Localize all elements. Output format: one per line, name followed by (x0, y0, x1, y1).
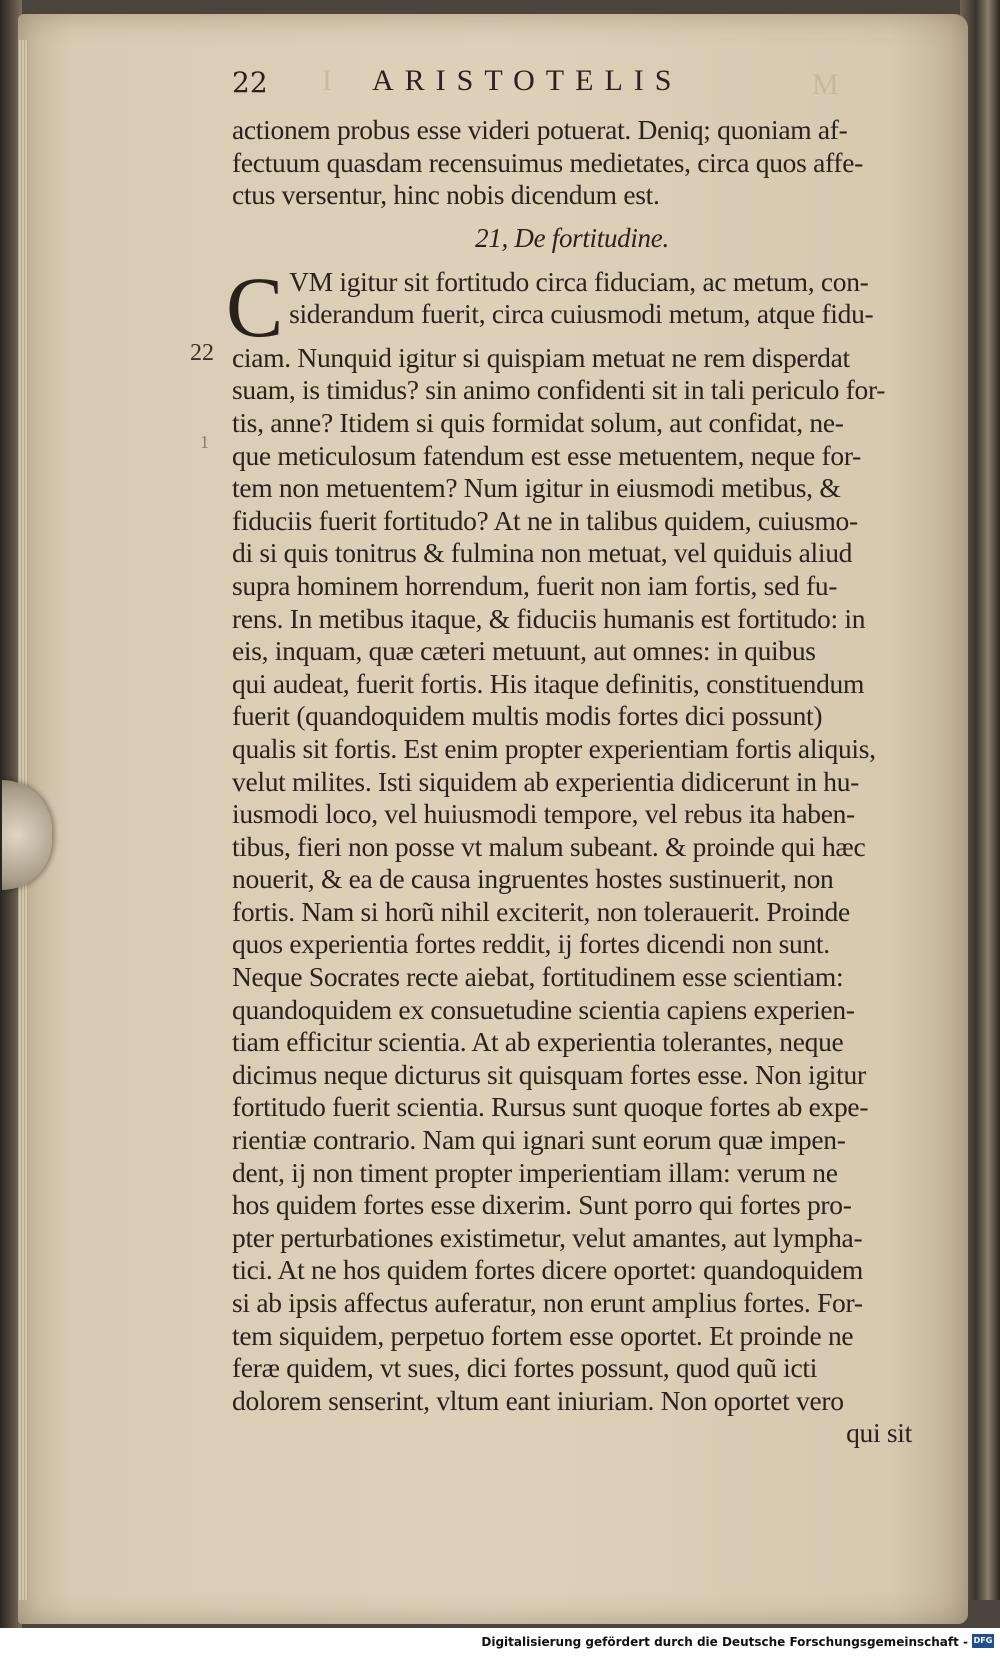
text-line: velut milites. Isti siquidem ab experientia didicerunt in hu- (232, 765, 860, 797)
text-line: di si quis tonitrus & fulmina non metuat, vel quiduis aliud (232, 537, 853, 569)
text-line: si ab ipsis affectus auferatur, non erunt amplius fortes. For- (232, 1287, 863, 1318)
text-line: supra hominem horrendum, fuerit non iam fortis, sed fu- (232, 569, 838, 601)
text-line: hos quidem fortes esse dixerim. Sunt porro qui fortes pro- (232, 1189, 852, 1221)
text-line: fuerit (quandoquidem multis modis fortes dici possunt) (232, 700, 823, 732)
text-line: actionem probus esse videri potuerat. Deniq; quoniam af- (232, 114, 848, 145)
footer-bar (0, 1628, 1000, 1656)
text-line: suam, is timidus? sin animo confidenti sit in tali periculo for- (232, 374, 886, 406)
ghost-letter-left: I (322, 64, 332, 97)
body-lines (232, 342, 912, 1418)
text-line: eis, inquam, quæ cæteri metuunt, aut omnes: in quibus (232, 635, 816, 667)
text-line: ciam. Nunquid igitur si quispiam metuat ne rem disperdat (232, 341, 850, 373)
first-paragraph (226, 258, 912, 355)
text-line: tibus, fieri non posse vt malum subeant. & proinde qui hæc (232, 830, 866, 862)
text-line: VM igitur sit fortitudo circa fiduciam, ac metum, con- (289, 265, 869, 297)
text-line: iusmodi loco, vel huiusmodi tempore, vel rebus ita haben- (232, 798, 855, 830)
text-line: Neque Socrates recte aiebat, fortitudinem esse scientiam: (232, 961, 844, 993)
text-line: quos experientia fortes reddit, ij fortes dicendi non sunt. (232, 928, 830, 960)
text-line: siderandum fuerit, circa cuiusmodi metum, atque fidu- (289, 298, 874, 330)
running-title: ARISTOTELIS (372, 64, 683, 97)
text-line: que meticulosum fatendum est esse metuentem, neque for- (232, 439, 861, 471)
text-line: pter perturbationes existimetur, velut amantes, aut lympha- (232, 1221, 863, 1253)
text-line: dolorem senserint, vltum eant iniuriam. Non oportet vero (232, 1384, 844, 1416)
text-line: rientiæ contrario. Nam qui ignari sunt eorum quæ impen- (232, 1124, 846, 1156)
text-line: feræ quidem, vt sues, dici fortes possunt, quod quũ icti (232, 1352, 818, 1384)
margin-note-mark: 1 (200, 432, 209, 452)
text-line: ctus versentur, hinc nobis dicendum est. (232, 179, 660, 211)
footer-credit: Digitalisierung gefördert durch die Deutsche Forschungsgemeinschaft - (481, 1635, 968, 1649)
text-line: quandoquidem ex consuetudine scientia capiens experien- (232, 993, 855, 1025)
page-header (232, 64, 892, 110)
text-line: tis, anne? Itidem si quis formidat solum, aut confidat, ne- (232, 406, 844, 438)
margin-note-chapter: 22 (190, 340, 214, 366)
text-line: tem siquidem, perpetuo fortem esse oportet. Et proinde ne (232, 1319, 854, 1351)
page-number: 22 (232, 66, 268, 99)
drop-cap: C (226, 258, 284, 355)
dfg-logo: DFG (972, 1634, 994, 1648)
text-line: tem non metuentem? Num igitur in eiusmodi metibus, & (232, 472, 841, 504)
text-line: dent, ij non timent propter imperientiam illam: verum ne (232, 1156, 838, 1188)
text-line: dicimus neque dicturus sit quisquam fortes esse. Non igitur (232, 1058, 866, 1090)
ghost-letter-right: M (812, 68, 839, 101)
text-line: fortis. Nam si horũ nihil exciterit, non tolerauerit. Proinde (232, 895, 850, 927)
text-line: rens. In metibus itaque, & fiduciis humanis est fortitudo: in (232, 602, 866, 634)
text-line: qualis sit fortis. Est enim propter experientiam fortis aliquis, (232, 732, 876, 764)
main-text (226, 114, 912, 1450)
text-line: nouerit, & ea de causa ingruentes hostes sustinuerit, non (232, 863, 834, 895)
text-line: fortitudo fuerit scientia. Rursus sunt quoque fortes ab expe- (232, 1091, 869, 1123)
text-line: tiam efficitur scientia. At ab experientia tolerantes, neque (232, 1026, 844, 1058)
chapter-heading: 21, De fortitudine. (475, 222, 669, 253)
text-line: qui audeat, fuerit fortis. His itaque definitis, constituendum (232, 667, 865, 699)
text-line: fectuum quasdam recensuimus medietates, circa quos affe- (232, 146, 863, 178)
text-line: fiduciis fuerit fortitudo? At ne in talibus quidem, cuiusmo- (232, 504, 858, 536)
text-line: tici. At ne hos quidem fortes dicere oportet: quandoquidem (232, 1254, 863, 1286)
catchword: qui sit (846, 1417, 912, 1449)
